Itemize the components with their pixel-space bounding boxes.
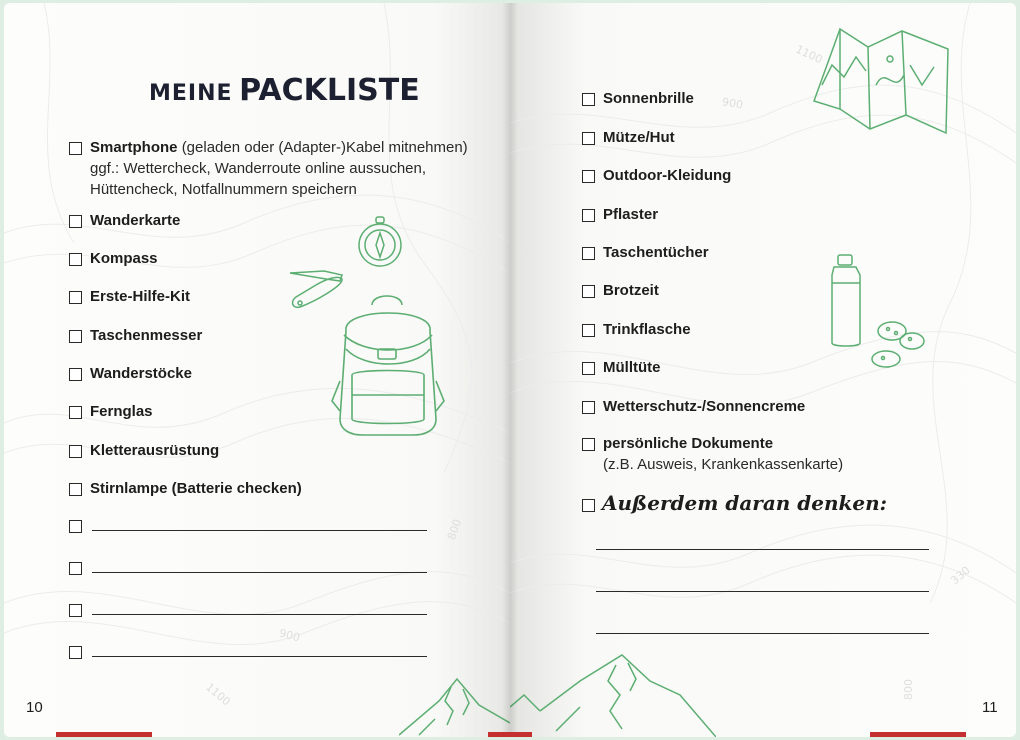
item-subtext: ggf.: Wettercheck, Wanderroute online aussuchen, xyxy=(90,160,427,177)
blank-line[interactable] xyxy=(596,549,929,550)
checklist-item xyxy=(603,205,658,225)
checkbox[interactable] xyxy=(582,170,595,183)
blank-line[interactable] xyxy=(596,633,929,634)
checkbox[interactable] xyxy=(69,253,82,266)
title-part-1: MEINE xyxy=(149,81,233,106)
item-label: persönliche Dokumente xyxy=(603,435,774,452)
checklist-item xyxy=(90,249,158,269)
checklist-item-smartphone xyxy=(90,138,468,158)
checkbox[interactable] xyxy=(582,285,595,298)
bg-elevation-number: 1100 xyxy=(203,680,233,709)
checkbox[interactable] xyxy=(69,445,82,458)
right-page xyxy=(510,3,1016,737)
red-tab-marker xyxy=(56,732,152,737)
checklist-item xyxy=(90,402,153,422)
item-label: Outdoor-Kleidung xyxy=(603,167,732,184)
item-label: Mütze/Hut xyxy=(603,129,675,146)
book-gutter xyxy=(502,3,518,737)
blank-line[interactable] xyxy=(92,614,427,615)
left-page xyxy=(4,3,510,737)
item-label: Wetterschutz-/Sonnencreme xyxy=(603,398,806,415)
checkbox[interactable] xyxy=(69,142,82,155)
checklist-item xyxy=(90,364,192,384)
checkbox[interactable] xyxy=(582,438,595,451)
checkbox[interactable] xyxy=(582,324,595,337)
blank-line[interactable] xyxy=(92,530,427,531)
checklist-item xyxy=(603,281,659,301)
checklist-item xyxy=(90,441,219,461)
checkbox[interactable] xyxy=(69,330,82,343)
bg-elevation-number: 900 xyxy=(277,626,302,645)
checklist-item xyxy=(603,397,805,417)
checkbox[interactable] xyxy=(582,401,595,414)
checkbox[interactable] xyxy=(582,499,595,512)
item-label: Erste-Hilfe-Kit xyxy=(90,288,191,305)
checkbox[interactable] xyxy=(69,520,82,533)
item-subtext: Hüttencheck, Notfallnummern speichern xyxy=(90,181,357,198)
checklist-item xyxy=(90,287,190,307)
checkbox[interactable] xyxy=(69,604,82,617)
checkbox[interactable] xyxy=(69,562,82,575)
item-label: Mülltüte xyxy=(603,359,661,376)
checkbox[interactable] xyxy=(69,215,82,228)
item-label: Kompass xyxy=(90,250,158,267)
bg-elevation-number: 800 xyxy=(444,517,465,542)
checkbox[interactable] xyxy=(69,368,82,381)
bg-elevation-number: 1100 xyxy=(793,42,825,67)
checkbox[interactable] xyxy=(582,247,595,260)
compass-icon xyxy=(356,215,406,273)
checklist-item xyxy=(603,358,661,378)
item-label: Trinkflasche xyxy=(603,321,691,338)
checkbox[interactable] xyxy=(582,362,595,375)
page-number-left: 10 xyxy=(26,699,43,716)
item-label: Fernglas xyxy=(90,403,153,420)
item-label: Wanderkarte xyxy=(90,212,181,229)
checklist-item xyxy=(603,243,709,263)
item-label: Smartphone xyxy=(90,139,178,156)
checklist-item xyxy=(603,320,691,340)
bottle-and-cookies-icon xyxy=(828,253,932,373)
checklist-item xyxy=(603,166,731,186)
checklist-item xyxy=(603,434,773,454)
item-label: Sonnenbrille xyxy=(603,90,694,107)
checkbox[interactable] xyxy=(69,406,82,419)
item-subtext: (z.B. Ausweis, Krankenkassenkarte) xyxy=(603,456,844,473)
item-label: Taschentücher xyxy=(603,244,709,261)
bg-elevation-number: 800 xyxy=(902,679,915,700)
checkbox[interactable] xyxy=(582,93,595,106)
folded-map-icon xyxy=(810,25,952,137)
item-label: Stirnlampe (Batterie checken) xyxy=(90,480,302,497)
center-red-tab xyxy=(488,732,532,737)
blank-line[interactable] xyxy=(92,572,427,573)
extra-heading: Außerdem daran denken: xyxy=(602,491,888,515)
bg-elevation-number: 330 xyxy=(948,563,973,588)
checklist-item xyxy=(603,89,694,109)
checklist-item xyxy=(603,128,675,148)
mountain-illustration xyxy=(399,671,510,737)
checklist-item xyxy=(90,479,302,499)
item-label: Pflaster xyxy=(603,206,659,223)
item-label: Brotzeit xyxy=(603,282,659,299)
page-number-right: 11 xyxy=(982,699,998,716)
mountain-illustration xyxy=(510,651,716,737)
checkbox[interactable] xyxy=(69,646,82,659)
item-label: Taschenmesser xyxy=(90,327,203,344)
bg-elevation-number: 900 xyxy=(721,95,744,112)
blank-line[interactable] xyxy=(92,656,427,657)
checkbox[interactable] xyxy=(582,132,595,145)
title-part-2: PACKLISTE xyxy=(239,73,420,108)
red-tab-marker xyxy=(870,732,966,737)
checklist-item xyxy=(90,211,180,231)
checkbox[interactable] xyxy=(69,291,82,304)
page-title xyxy=(149,73,420,108)
item-label: Kletterausrüstung xyxy=(90,442,220,459)
checklist-item xyxy=(90,326,202,346)
checkbox[interactable] xyxy=(69,483,82,496)
checkbox[interactable] xyxy=(582,209,595,222)
book-spread xyxy=(4,3,1016,737)
blank-line[interactable] xyxy=(596,591,929,592)
item-note: (geladen oder (Adapter-)Kabel mitnehmen) xyxy=(181,139,468,156)
backpack-icon xyxy=(324,291,454,439)
item-label: Wanderstöcke xyxy=(90,365,192,382)
